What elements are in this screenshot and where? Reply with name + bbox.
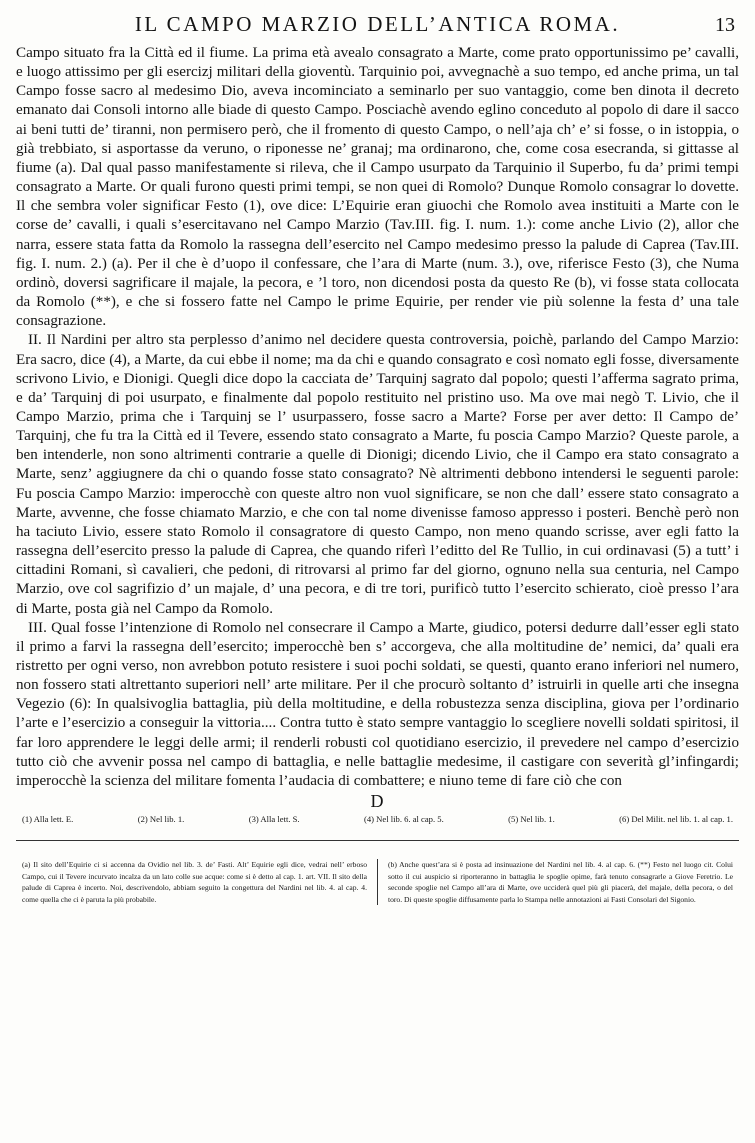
paragraph-2: II. Il Nardini per altro sta perplesso d’animo nel decidere questa controversia, poichè, parlando del Campo Marzio: Era sacro, dice (4), a Marte, da cui ebbe il nome; ma da chi e quando consagrato e così nomato egli fosse, diversamente scrivono Livio, e Dionigi. Quegli dice dopo la cacciata de’ Tarquinj sagrato dal popolo; questi l’afferma sagrato prima, e da’ Tarquinj di poi usurpato, e finalmente dal popolo restituito nel pristino uso. Ma ove mai negò T. Livio, che il Campo Marzio, prima che i Tarquinj se l’ usurpassero, fosse sacro a Marte? Forse per aver detto: Il Campo de’ Tarquinj, che fu tra la Città ed il Tevere, essendo stato consagrato a Marte, fu poscia Campo Marzio? Queste parole, a ben intenderle, non sono altrimenti contrarie a quelle di Dionigi; dicendo Livio, che il Campo era stato consagrato a Marte, senz’ aggiugnere da chi o quando fosse stato consagrato? Nè altrimenti debbono intendersi le seguenti parole: Fu poscia Campo Marzio: imperocchè con queste altro non vuol significare, se non che dall’ essere stato consagrato a Marte, avvenne, che fosse chiamato Marzio, e che con tal nome divenisse famoso appresso i posteri. Benchè però non ha taciuto Livio, essere stato Romolo il consagratore di questo Campo, non meno quando scrisse, aver egli fatto la rassegna dell’esercito presso la palude di Caprea, che quando riferì l’editto del Re Tullio, in cui ordinavasi (5) a tutt’ i cittadini Romani, sì cavalieri, che pedoni, di ritrovarsi al primo far del giorno, ognuno nella sua centuria, nel Campo Marzio, ove col sagrifizio d’ un majale, d’ una pecora, e di tre tori, purificò tutto l’esercito schierato, cioè presso l’ara di Marte, posta già nel Campo da Romolo. [16,332,739,617]
bottom-notes [16,859,739,905]
column-divider [377,859,378,905]
main-text [16,44,739,791]
signature-mark: D [370,791,385,812]
notes-divider-line [16,840,739,841]
footnote: (4) Nel lib. 6. al cap. 5. [364,814,444,825]
footnote: (3) Alla lett. S. [248,814,300,825]
footnote: (6) Del Milit. nel lib. 1. al cap. 1. [619,814,733,825]
footnotes-row [16,814,739,824]
running-title: IL CAMPO MARZIO DELL’ANTICA ROMA. [134,12,621,36]
paragraph-1: Campo situato fra la Città ed il fiume. La prima età avealo consagrato a Marte, come prato opportunissimo pe’ cavalli, e luogo attissimo per gli esercizj militari della gioventù. Tarquinio poi, avvegnachè a suo tempo, ed anche prima, un tal Campo fosse sacro al medesimo Dio, aveva incominciato a seminarlo per suo vantaggio, come ben dinota il decreto emanato dai Consoli intorno alle biade di questo Campo. Posciachè avendo eglino conceduto al popolo di dare il sacco ai beni tutti de’ tiranni, non permisero però, che il fromento di questo Campo, o nell’aja ch’ e’ si fosse, o in istoppia, o già trebbiato, si asportasse da veruno, o riponesse ne’ granaj; ma ordinarono, che, come cosa esecranda, si gittasse al fiume (a). Dal qual passo manifestamente si rileva, che il Campo usurpato da Tarquinio il Superbo, fu da’ primi tempi consagrato a Marte. Or quali furono questi primi tempi, se non quei di Romolo? Dunque Romolo consagrar lo dovette. Il che sembra voler significar Festo (1), ove dice: L’Equirie eran giuochi che Romolo avea instituiti a Marte con le corse de’ cavalli, i quali s’esercitavano nel Campo Marzio (Tav.III. fig. I. num. 1.): come anche Livio (2), allor che narra, essere stata fatta da Romolo la rassegna dell’esercito nel Campo medesimo presso la palude di Caprea (Tav.III. fig. I. num. 2.) (a). Per il che è d’uopo il confessare, che l’ara di Marte (num. 3.), ove, riferisce Festo (3), che Numa ordinò, doversi sagrificare il majale, la pecora, e ’l toro, non dicendosi posta da questo Re (b), vi fosse stata collocata da Romolo (**), e che si fossero fatte nel Campo le prime Equirie, per render vie più solenne la festa d’ una tale consagrazione. [16,45,739,330]
page-header [16,8,739,44]
bottom-note-left: (a) Il sito dell’Equirie ci si accenna da Ovidio nel lib. 3. de’ Fasti. Alt’ Equirie egli dice, vedrai nell’ erboso Campo, cui il Tevere incurvato incalza da un lato colle sue acque: come si è detto al cap. 1. art. VII. Il sito della palude di Caprea è incerto. Noi, descrivendolo, abbiam seguito la congettura del Nardini nel lib. 4. al cap. 4. come quella che ci è paruta la più probabile. [22,860,367,904]
footnote: (2) Nel lib. 1. [137,814,185,825]
footnote: (5) Nel lib. 1. [508,814,555,825]
page-number: 13 [715,14,735,36]
paragraph-3: III. Qual fosse l’intenzione di Romolo nel consecrare il Campo a Marte, giudico, potersi dedurre dall’esser egli stato il primo a farvi la rassegna dell’esercito; imperocchè ben s’ accorgeva, che alla moltitudine de’ nemici, da’ quali era ristretto per ogni verso, non avrebbon potuto resistere i suoi pochi soldati, se questi, quanto erano inferiori nel numero, non fossero stati altrettanto superiori nell’ arte militare. Per il che procurò soltanto d’ istruirli in quelle arti che insegna Vegezio (6): In qualsivoglia battaglia, più della moltitudine, e della robustezza senza disciplina, giova per l’ordinario l’arte e l’esercizio a conseguir la vittoria.... Contra tutto è stato sempre vantaggio lo scegliere novelli soldati spiritosi, il far loro apprendere le leggi delle armi; il renderli robusti col quotidiano esercizio, il prevedere nel campo d’esercizio tutto ciò che avvenir possa nel campo di battaglia, e nelle battaglie medesime, il castigare con severità gl’infingardi; imperocchè la scienza del militare fomenta l’audacia di combattere; e niuno teme di fare ciò che con [16,619,739,789]
bottom-note-right: (b) Anche quest’ara si è posta ad insinuazione del Nardini nel lib. 4. al cap. 6. (**) Festo nel luogo cit. Colui sotto il cui auspicio si riporteranno in battaglia le spoglie opime, farà tenuto consagrarle a Giove Feretrio. Le seconde spoglie nel Campo all’ara di Marte, ove ucciderà quel più gli piacerà, del majale, della pecora, o del toro. Di queste spoglie diffusamente parla lo Stampa nelle annotazioni ai Fasti Consolari del Sigonio. [388,860,733,904]
footnote: (1) Alla lett. E. [22,814,74,825]
